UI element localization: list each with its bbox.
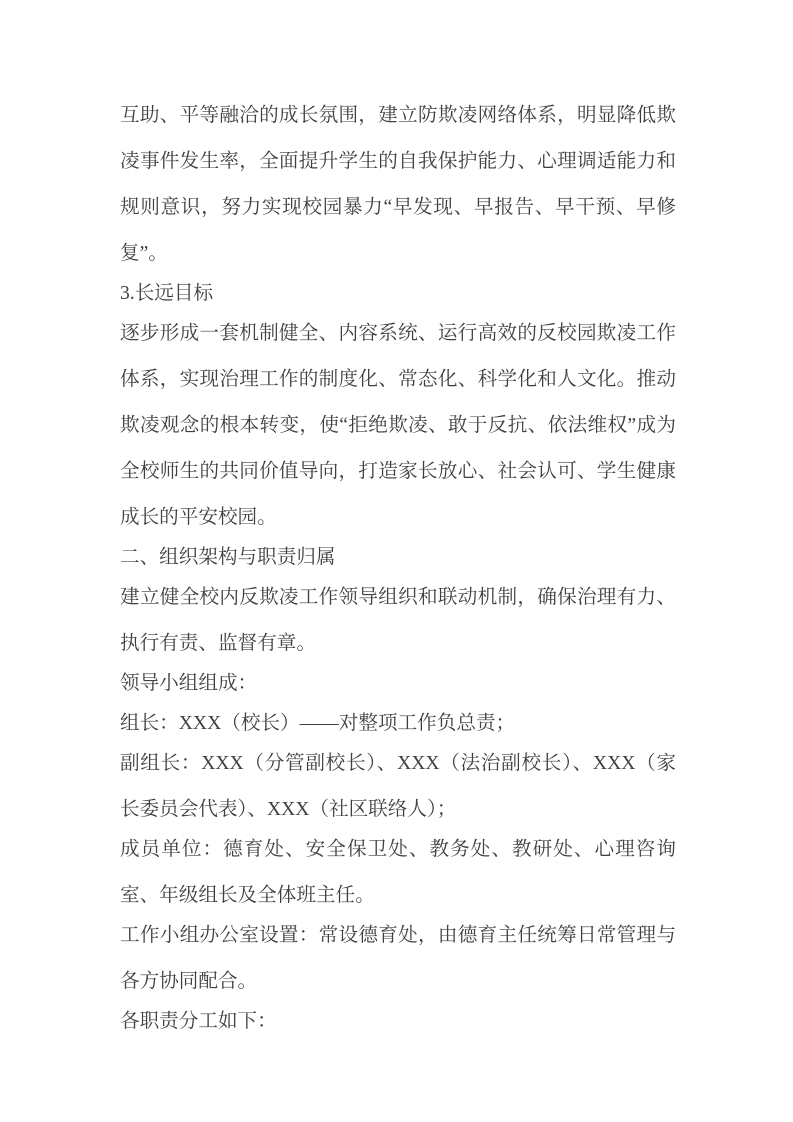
paragraph-goal-continuation: 互助、平等融洽的成长氛围，建立防欺凌网络体系，明显降低欺凌事件发生率，全面提升学生的自我保护能力、心理调适能力和规则意识，努力实现校园暴力“早发现、早报告、早干预、早修复”。 — [120, 105, 676, 264]
paragraph-group-leader: 组长：XXX（校长）——对整项工作负总责； — [120, 713, 516, 734]
paragraph-office-setup: 工作小组办公室设置：常设德育处，由德育主任统筹日常管理与各方协同配合。 — [120, 925, 676, 992]
paragraph-member-units: 成员单位：德育处、安全保卫处、教务处、教研处、心理咨询室、年级组长及全体班主任。 — [120, 839, 676, 906]
paragraph-duties-intro: 各职责分工如下： — [120, 1011, 277, 1032]
document-body — [120, 93, 676, 1045]
heading-long-term-goal: 3.长远目标 — [120, 283, 214, 304]
paragraph-leading-group-label: 领导小组组成： — [120, 673, 258, 694]
paragraph-long-term-goal: 逐步形成一套机制健全、内容系统、运行高效的反校园欺凌工作体系，实现治理工作的制度化、常态化、科学化和人文化。推动欺凌观念的根本转变，使“拒绝欺凌、敢于反抗、依法维权”成为全校师生的共同价值导向，打造家长放心、社会认可、学生健康成长的平安校园。 — [120, 323, 676, 528]
heading-organization-structure: 二、组织架构与职责归属 — [120, 547, 336, 568]
paragraph-organization-intro: 建立健全校内反欺凌工作领导组织和联动机制，确保治理有力、执行有责、监督有章。 — [120, 587, 676, 654]
paragraph-deputy-leaders: 副组长：XXX（分管副校长）、XXX（法治副校长）、XXX（家长委员会代表）、XXX（社区联络人）； — [120, 753, 676, 820]
